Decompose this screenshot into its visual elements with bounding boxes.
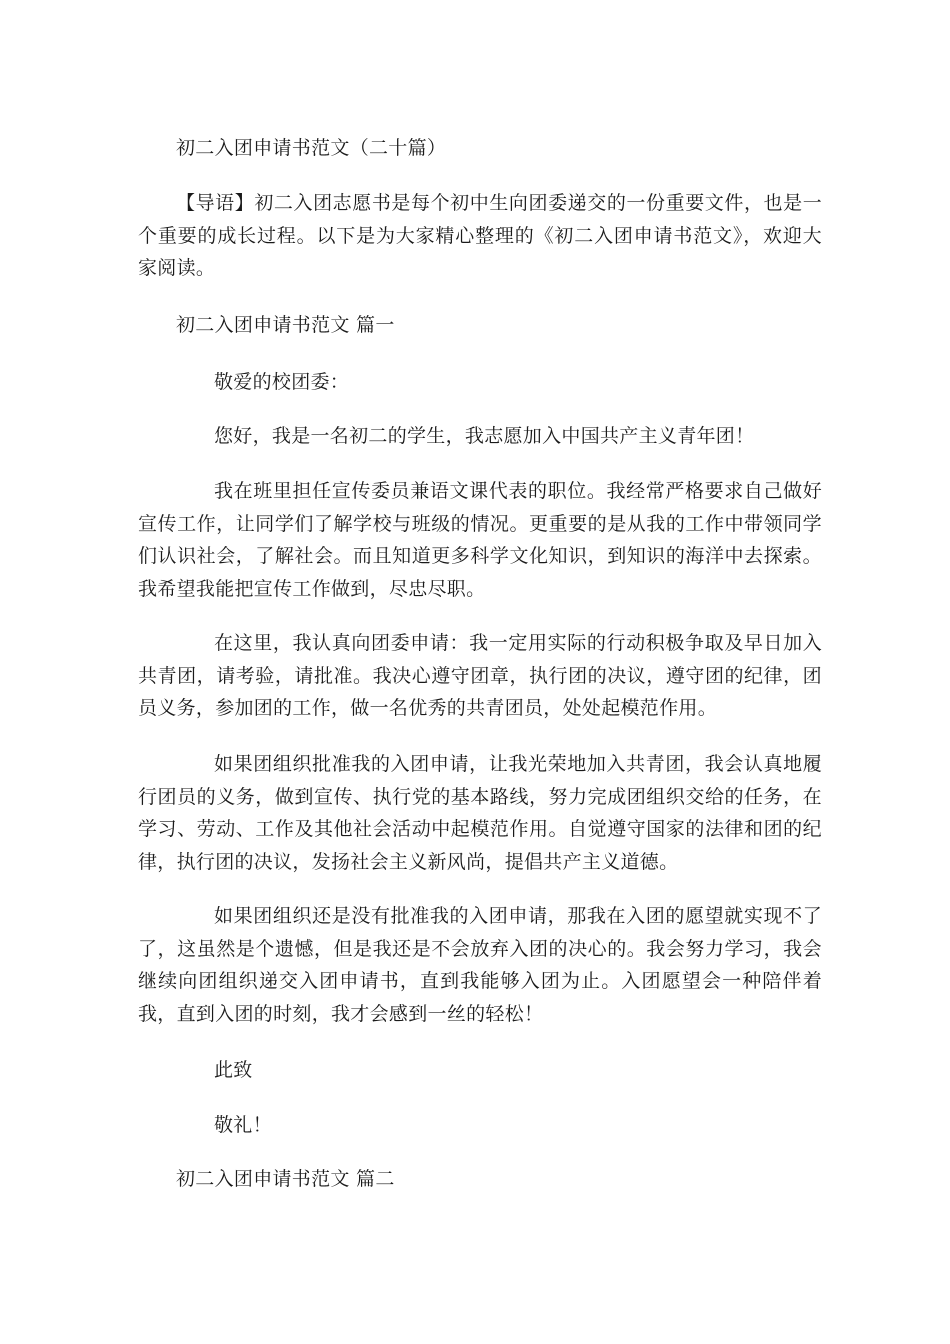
body-paragraph-if-not-approved: 如果团组织还是没有批准我的入团申请，那我在入团的愿望就实现不了了，这虽然是个遗憾，但是我还是不会放弃入团的决心的。我会努力学习，我会继续向团组织递交入团申请书，直到我能够入团为止。入团愿望会一种陪伴着我，直到入团的时刻，我才会感到一丝的轻松！ [138,905,822,1025]
section-two-heading: 初二入团申请书范文 篇二 [176,1168,395,1190]
salutation: 敬爱的校团委： [214,371,350,393]
greeting-paragraph: 您好，我是一名初二的学生，我志愿加入中国共产主义青年团！ [214,425,755,447]
closing-cizhi: 此致 [214,1059,253,1081]
body-paragraph-role: 我在班里担任宣传委员兼语文课代表的职位。我经常严格要求自己做好宣传工作，让同学们了解学校与班级的情况。更重要的是从我的工作中带领同学们认识社会，了解社会。而且知道更多科学文化知识，到知识的海洋中去探索。我希望我能把宣传工作做到，尽忠尽职。 [138,480,822,600]
closing-jingli: 敬礼！ [214,1114,272,1136]
intro-paragraph: 【导语】初二入团志愿书是每个初中生向团委递交的一份重要文件，也是一个重要的成长过程。以下是为大家精心整理的《初二入团申请书范文》，欢迎大家阅读。 [138,192,822,279]
body-paragraph-if-approved: 如果团组织批准我的入团申请，让我光荣地加入共青团，我会认真地履行团员的义务，做到宣传、执行党的基本路线，努力完成团组织交给的任务，在学习、劳动、工作及其他社会活动中起模范作用。自觉遵守国家的法律和团的纪律，执行团的决议，发扬社会主义新风尚，提倡共产主义道德。 [138,753,822,873]
document-title: 初二入团申请书范文（二十篇） [176,137,447,159]
body-paragraph-application: 在这里，我认真向团委申请：我一定用实际的行动积极争取及早日加入共青团，请考验，请批准。我决心遵守团章，执行团的决议，遵守团的纪律，团员义务，参加团的工作，做一名优秀的共青团员，处处起模范作用。 [138,632,822,719]
section-one-heading: 初二入团申请书范文 篇一 [176,314,395,336]
